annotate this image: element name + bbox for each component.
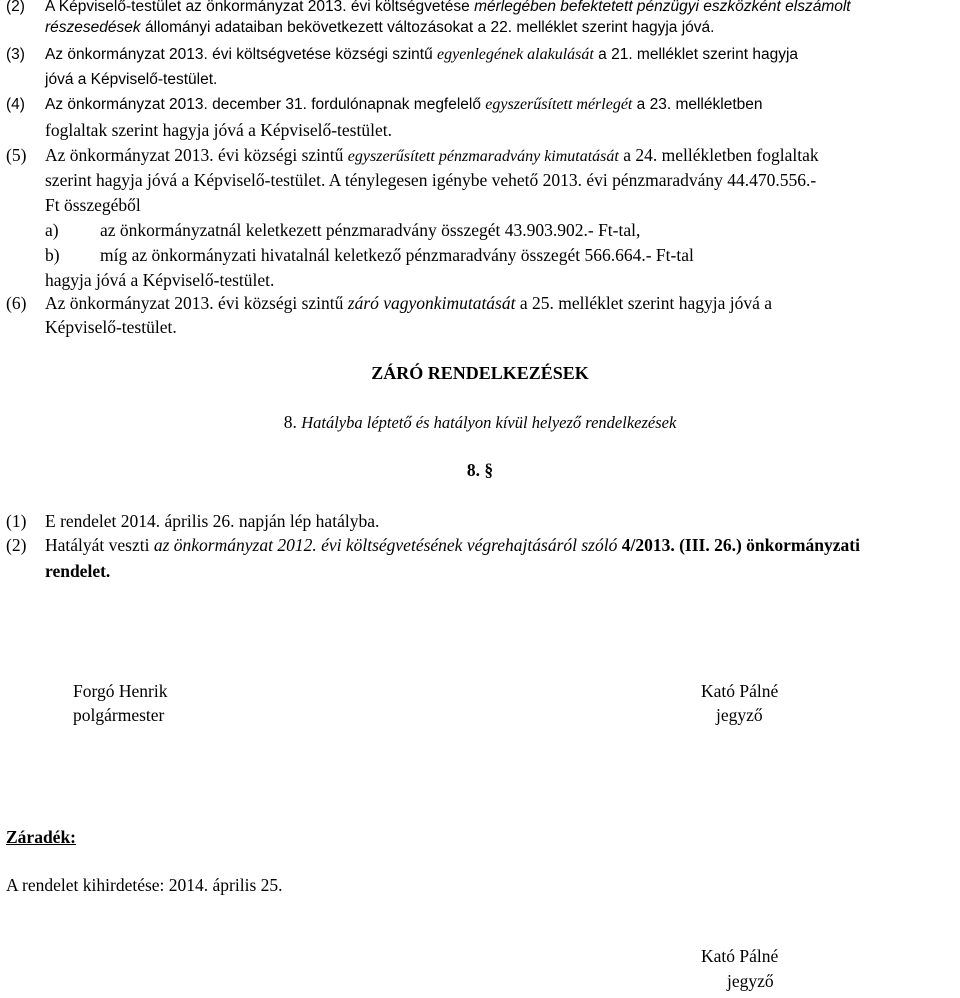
final-2-line-2: rendelet. — [45, 561, 111, 581]
final-2-text: Hatályát veszti — [45, 535, 154, 555]
paragraph-5-italic: egyszerűsített pénzmaradvány kimutatását — [347, 148, 619, 165]
paragraph-6-text-b: a 25. melléklet szerint hagyja jóvá a — [515, 293, 773, 313]
paragraph-2-line-2 — [45, 17, 954, 39]
paragraph-4-italic: egyszerűsített mérlegét — [485, 96, 633, 113]
paragraph-4-line-1 — [6, 94, 954, 116]
paragraph-4-text: Az önkormányzat 2013. december 31. fordulónapnak megfelelő — [45, 96, 486, 113]
paragraph-2-text-2: állományi adataiban bekövetkezett változásokat a 22. melléklet szerint hagyja jóvá. — [140, 19, 715, 36]
paragraph-3-italic: egyenlegének alakulását — [437, 46, 594, 63]
paragraph-4-line-2: foglaltak szerint hagyja jóvá a Képviselő-testület. — [45, 120, 392, 140]
final-2-bold: 4/2013. (III. 26.) önkormányzati — [617, 535, 860, 555]
paragraph-3-line-1 — [6, 44, 954, 66]
clause-signature-title: jegyző — [727, 971, 774, 991]
paragraph-2-number: (2) — [6, 0, 25, 15]
paragraph-2-line-1 — [6, 0, 954, 18]
closing-subtitle-text: Hatályba léptető és hatályon kívül helyező rendelkezések — [301, 413, 677, 432]
right-signature-title: jegyző — [716, 705, 763, 725]
item-b-label: b) — [45, 245, 60, 265]
paragraph-6-line-1 — [6, 292, 954, 314]
left-signature-name: Forgó Henrik — [73, 681, 168, 701]
clause-title: Záradék: — [6, 827, 76, 847]
paragraph-5-line-2: szerint hagyja jóvá a Képviselő-testület. A ténylegesen igénybe vehető 2013. évi pénzmaradvány 44.470.556.- — [45, 170, 817, 190]
final-1-text: E rendelet 2014. április 26. napján lép hatályba. — [45, 511, 380, 531]
paragraph-4-text-b: a 23. mellékletben — [632, 96, 763, 113]
paragraph-5-line-end: hagyja jóvá a Képviselő-testület. — [45, 270, 275, 290]
paragraph-3-line-2: jóvá a Képviselő-testület. — [45, 71, 218, 88]
paragraph-5-item-b — [45, 244, 954, 266]
final-2-italic: az önkormányzat 2012. évi költségvetésének végrehajtásáról szóló — [153, 535, 618, 555]
paragraph-5-text-b: a 24. mellékletben foglaltak — [618, 145, 819, 165]
closing-heading: ZÁRÓ RENDELKEZÉSEK — [371, 363, 589, 383]
paragraph-3-text: Az önkormányzat 2013. évi költségvetése községi szintű — [45, 46, 438, 63]
clause-signature-name: Kató Pálné — [701, 946, 779, 966]
paragraph-6-line-2: Képviselő-testület. — [45, 317, 177, 337]
paragraph-3-number: (3) — [6, 46, 25, 63]
final-1-number: (1) — [6, 511, 27, 531]
paragraph-2-text: A Képviselő-testület az önkormányzat 2013. évi költségvetése — [45, 0, 475, 15]
clause-text: A rendelet kihirdetése: 2014. április 25. — [6, 875, 283, 895]
final-2-number: (2) — [6, 535, 27, 555]
paragraph-5-text: Az önkormányzat 2013. évi községi szintű — [45, 145, 348, 165]
paragraph-5-line-3: Ft összegéből — [45, 195, 141, 215]
paragraph-5-number: (5) — [6, 145, 27, 165]
left-signature-title: polgármester — [73, 705, 165, 725]
paragraph-3-text-b: a 21. melléklet szerint hagyja — [593, 46, 799, 63]
section-mark: 8. § — [466, 460, 494, 480]
paragraph-4-number: (4) — [6, 96, 25, 113]
paragraph-6-text: Az önkormányzat 2013. évi községi szintű — [45, 293, 348, 313]
paragraph-5-item-a — [45, 219, 954, 241]
closing-subtitle-number: 8. — [283, 412, 297, 432]
item-a-label: a) — [45, 220, 59, 240]
paragraph-5-line-1 — [6, 144, 954, 168]
final-2-line-1 — [6, 534, 954, 556]
paragraph-2-italic-2: részesedések — [45, 19, 141, 36]
closing-subtitle — [0, 412, 960, 433]
item-a-text: az önkormányzatnál keletkezett pénzmaradvány összegét 43.903.902.- Ft-tal, — [100, 220, 641, 240]
final-1 — [6, 510, 954, 532]
paragraph-6-number: (6) — [6, 293, 27, 313]
item-b-text: míg az önkormányzati hivatalnál keletkező pénzmaradvány összegét 566.664.- Ft-tal — [100, 245, 694, 265]
paragraph-6-italic: záró vagyonkimutatását — [347, 293, 516, 313]
paragraph-2-italic: mérlegében befektetett pénzügyi eszközként elszámolt — [474, 0, 851, 15]
right-signature-name: Kató Pálné — [701, 681, 779, 701]
